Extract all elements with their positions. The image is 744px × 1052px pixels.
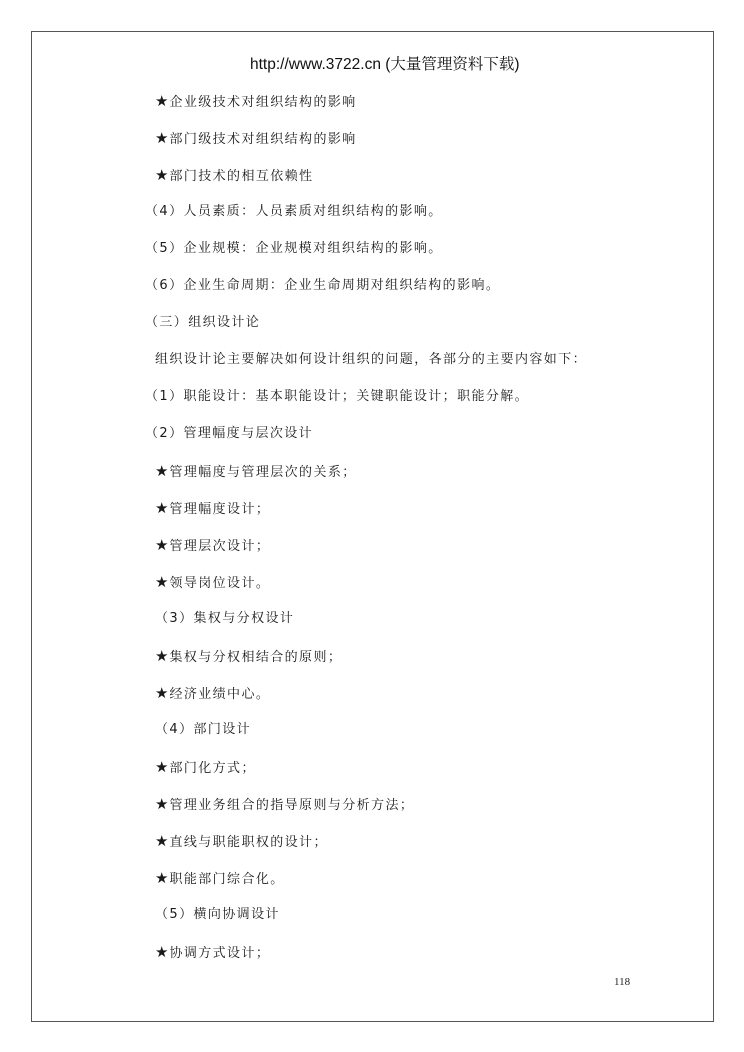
text-line [155, 646, 342, 668]
line-text: （6）企业生命周期：企业生命周期对组织结构的影响。 [145, 278, 501, 293]
star-icon: ★ [155, 795, 169, 813]
text-line [155, 942, 270, 964]
text-line [155, 572, 270, 594]
line-text: 经济业绩中心。 [169, 687, 271, 702]
text-line [145, 239, 443, 259]
star-icon: ★ [155, 499, 169, 517]
star-icon: ★ [155, 943, 169, 961]
line-text: （5）企业规模：企业规模对组织结构的影响。 [145, 241, 443, 256]
line-text: （2）管理幅度与层次设计 [145, 426, 314, 441]
line-text: （1）职能设计：基本职能设计；关键职能设计；职能分解。 [145, 389, 530, 404]
text-line [145, 387, 529, 407]
star-icon: ★ [155, 758, 169, 776]
line-text: 部门技术的相互依赖性 [169, 169, 314, 184]
line-text: 管理幅度设计； [169, 502, 271, 517]
line-text: 部门级技术对组织结构的影响 [169, 132, 357, 147]
text-line [155, 757, 256, 779]
header-url-link[interactable]: http://www.3722.cn [250, 56, 381, 73]
star-icon: ★ [155, 684, 169, 702]
text-line [155, 535, 270, 557]
text-line [145, 202, 443, 222]
text-line [155, 905, 280, 925]
header-url [250, 52, 520, 74]
page-border [31, 31, 714, 1022]
text-line [155, 91, 357, 113]
star-icon: ★ [155, 536, 169, 554]
line-text: 企业级技术对组织结构的影响 [169, 95, 357, 110]
text-line [155, 794, 414, 816]
text-line [155, 831, 328, 853]
line-text: 部门化方式； [169, 761, 256, 776]
line-text: 集权与分权相结合的原则； [169, 650, 343, 665]
text-line [155, 165, 313, 187]
section-heading [145, 313, 260, 333]
line-text: （4）部门设计 [155, 722, 252, 737]
star-icon: ★ [155, 647, 169, 665]
line-text: 管理层次设计； [169, 539, 271, 554]
header-url-note: (大量管理资料下载) [380, 56, 520, 73]
line-text: （3）集权与分权设计 [155, 611, 295, 626]
star-icon: ★ [155, 462, 169, 480]
page-number: 118 [614, 976, 631, 988]
line-text: 领导岗位设计。 [169, 576, 271, 591]
star-icon: ★ [155, 832, 169, 850]
line-text: （4）人员素质：人员素质对组织结构的影响。 [145, 204, 443, 219]
text-line [145, 276, 500, 296]
text-line [155, 498, 270, 520]
text-line [155, 683, 270, 705]
star-icon: ★ [155, 869, 169, 887]
text-line [155, 128, 357, 150]
line-text: 直线与职能职权的设计； [169, 835, 328, 850]
line-text: 协调方式设计； [169, 946, 271, 961]
text-line [155, 720, 251, 740]
text-line [145, 424, 313, 444]
line-text: （5）横向协调设计 [155, 907, 280, 922]
text-line [155, 461, 357, 483]
star-icon: ★ [155, 166, 169, 184]
line-text: 组织设计论主要解决如何设计组织的问题，各部分的主要内容如下： [155, 352, 588, 367]
line-text: 职能部门综合化。 [169, 872, 285, 887]
text-line [155, 609, 294, 629]
line-text: 管理幅度与管理层次的关系； [169, 465, 357, 480]
line-text: （三）组织设计论 [145, 315, 261, 330]
text-line [155, 350, 587, 370]
line-text: 管理业务组合的指导原则与分析方法； [169, 798, 415, 813]
star-icon: ★ [155, 573, 169, 591]
star-icon: ★ [155, 92, 169, 110]
star-icon: ★ [155, 129, 169, 147]
text-line [155, 868, 285, 890]
